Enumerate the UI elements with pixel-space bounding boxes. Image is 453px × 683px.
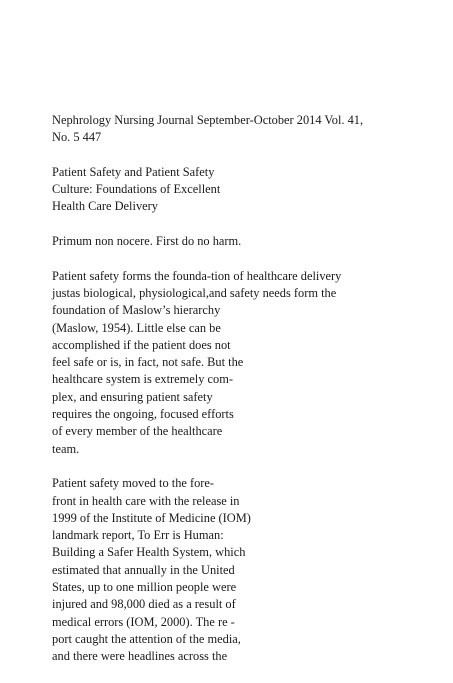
paragraph-line: feel safe or is, in fact, not safe. But the: [52, 355, 244, 370]
paragraph-line: medical errors (IOM, 2000). The re -: [52, 614, 235, 629]
article-title-line: Patient Safety and Patient Safety: [52, 164, 215, 179]
paragraph-line: landmark report, To Err is Human:: [52, 528, 224, 543]
article-title: [52, 164, 432, 216]
journal-header: [52, 112, 432, 147]
paragraph-line: Patient safety moved to the fore-: [52, 476, 215, 491]
paragraph-line: accomplished if the patient does not: [52, 337, 231, 352]
paragraph-patient-safety-foundation: [52, 268, 432, 458]
paragraph-line: port caught the attention of the media,: [52, 631, 241, 646]
paragraph-line: estimated that annually in the United: [52, 562, 235, 577]
paragraph-line: foundation of Maslow’s hierarchy: [52, 303, 221, 318]
paragraph-line: 1999 of the Institute of Medicine (IOM): [52, 510, 251, 525]
paragraph-line: plex, and ensuring patient safety: [52, 389, 213, 404]
epigraph: [52, 233, 432, 250]
document-body: [52, 112, 432, 683]
paragraph-line: (Maslow, 1954). Little else can be: [52, 320, 221, 335]
paragraph-line: Patient safety forms the founda-tion of healthcare delivery: [52, 268, 342, 283]
journal-header-line: Nephrology Nursing Journal September-October 2014 Vol. 41,: [52, 113, 364, 127]
journal-header-line: No. 5 447: [52, 130, 102, 145]
paragraph-line: States, up to one million people were: [52, 580, 237, 595]
paragraph-line: and there were headlines across the: [52, 649, 228, 664]
paragraph-line: of every member of the healthcare: [52, 424, 223, 439]
paragraph-line: healthcare system is extremely com-: [52, 372, 233, 387]
paragraph-line: Building a Safer Health System, which: [52, 545, 246, 560]
paragraph-line: injured and 98,000 died as a result of: [52, 597, 236, 612]
article-title-line: Health Care Delivery: [52, 199, 158, 214]
paragraph-line: team.: [52, 441, 80, 456]
epigraph-line: Primum non nocere. First do no harm.: [52, 234, 242, 249]
paragraph-line: front in health care with the release in: [52, 493, 240, 508]
paragraph-iom-report: [52, 475, 432, 665]
paragraph-line: justas biological, physiological,and safety needs form the: [52, 285, 337, 300]
paragraph-line: requires the ongoing, focused efforts: [52, 407, 234, 422]
article-title-line: Culture: Foundations of Excellent: [52, 182, 221, 197]
